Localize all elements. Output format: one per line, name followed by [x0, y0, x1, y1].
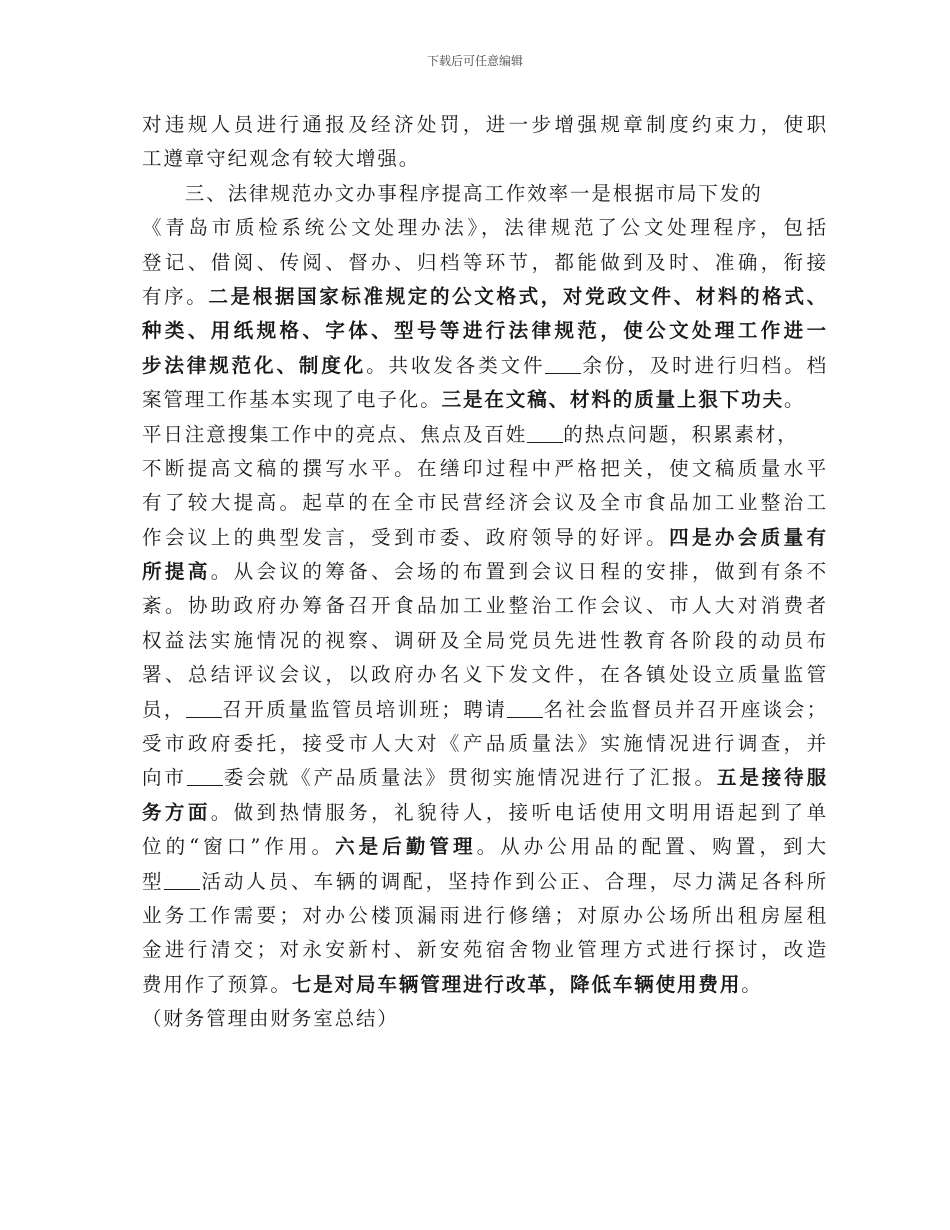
text-segment: 活动人员、车辆的调配，坚持作到公正、合理，尽力满足各科所	[200, 869, 828, 893]
text-line	[142, 108, 828, 142]
text-segment: 位的“窗口”作用。	[142, 835, 336, 859]
bold-text-segment: 四是办会质量有	[669, 525, 828, 549]
bold-text-segment: 七是对局车辆管理进行改革，降低车辆使用费用	[291, 972, 742, 996]
bold-text-segment: 务方面	[142, 800, 211, 824]
text-line	[142, 142, 828, 176]
text-segment: 。	[784, 388, 806, 412]
fill-in-blank	[527, 424, 563, 443]
text-line	[142, 280, 828, 314]
text-segment: 作会议上的典型发言，受到市委、政府领导的好评。	[142, 525, 670, 549]
text-line	[142, 865, 828, 899]
fill-in-blank	[186, 699, 222, 718]
text-line	[142, 177, 828, 211]
text-line	[142, 693, 828, 727]
text-line	[142, 418, 828, 452]
text-segment: 金进行清交；对永安新村、新安苑宿舍物业管理方式进行探讨，改造	[142, 938, 828, 962]
text-line	[142, 830, 828, 864]
text-segment: 向市	[142, 766, 187, 790]
bold-text-segment: 所提高	[142, 560, 211, 584]
text-segment: 业务工作需要；对办公楼顶漏雨进行修缮；对原办公场所出租房屋租	[142, 903, 828, 927]
text-line	[142, 589, 828, 623]
text-segment: 余份，及时进行归档。档	[581, 353, 828, 377]
text-segment: 型	[142, 869, 165, 893]
text-segment: 费用作了预算。	[142, 972, 292, 996]
bold-text-segment: 二是根据国家标准规定的公文格式，对党政文件、材料的格式、	[208, 284, 829, 308]
text-segment: （财务管理由财务室总结）	[142, 1007, 399, 1031]
text-segment: 有序。	[142, 284, 209, 308]
text-segment: 受市政府委托，接受市人大对《产品质量法》实施情况进行调查，并	[142, 732, 828, 756]
text-segment: 。从办公用品的配置、购置，到大	[476, 835, 828, 859]
bold-text-segment: 六是后勤管理	[335, 835, 477, 859]
text-line	[142, 968, 828, 1002]
text-segment: 名社会监督员并召开座谈会；	[543, 697, 828, 721]
text-line	[142, 246, 828, 280]
bold-text-segment: 三是在文稿、材料的质量上狠下功夫	[441, 388, 785, 412]
fill-in-blank	[164, 871, 200, 890]
text-segment: 署、总结评议会议，以政府办名义下发文件，在各镇处设立质量监管	[142, 663, 828, 687]
text-line	[142, 486, 828, 520]
text-segment: 的热点问题，积累素材，	[563, 422, 799, 446]
bold-text-segment: 五是接待服	[716, 766, 828, 790]
text-segment: 。从会议的筹备、会场的布置到会议日程的安排，做到有条不	[210, 560, 829, 584]
text-segment: 召开质量监管员培训班；聘请	[221, 697, 508, 721]
bold-text-segment: 种类、用纸规格、字体、型号等进行法律规范，使公文处理工作进一	[142, 319, 828, 343]
text-line	[142, 521, 828, 555]
text-segment: 案管理工作基本实现了电子化。	[142, 388, 442, 412]
text-line	[142, 796, 828, 830]
text-segment: 三、法律规范办文办事程序提高工作效率一是根据市局下发的	[142, 181, 763, 205]
text-segment: 登记、借阅、传阅、督办、归档等环节，都能做到及时、准确，衔接	[142, 250, 828, 274]
text-segment: 平日注意搜集工作中的亮点、焦点及百姓	[142, 422, 528, 446]
text-line	[142, 761, 828, 795]
page-header: 下载后可任意编辑	[426, 54, 523, 68]
text-line	[142, 899, 828, 933]
text-segment: 工遵章守纪观念有较大增强。	[142, 147, 421, 171]
text-segment: 权益法实施情况的视察、调研及全局党员先进性教育各阶段的动员布	[142, 628, 828, 652]
fill-in-blank	[507, 699, 543, 718]
text-line	[142, 211, 828, 245]
text-segment: 有了较大提高。起草的在全市民营经济会议及全市食品加工业整治工	[142, 491, 828, 515]
text-line	[142, 452, 828, 486]
text-segment: 员，	[142, 697, 186, 721]
text-segment: 。	[741, 972, 763, 996]
text-segment: 。共收发各类文件	[366, 353, 546, 377]
text-line	[142, 349, 828, 383]
text-line	[142, 314, 828, 348]
text-line	[142, 624, 828, 658]
document-body	[142, 108, 828, 1037]
text-line	[142, 555, 828, 589]
fill-in-blank	[545, 355, 581, 374]
text-line	[142, 658, 828, 692]
text-segment: 对违规人员进行通报及经济处罚，进一步增强规章制度约束力，使职	[142, 113, 828, 136]
text-line	[142, 383, 828, 417]
text-segment: 《青岛市质检系统公文处理办法》，法律规范了公文处理程序，包括	[142, 216, 828, 240]
text-segment: 。做到热情服务，礼貌待人，接听电话使用文明用语起到了单	[210, 800, 829, 824]
text-segment: 不断提高文稿的撰写水平。在缮印过程中严格把关，使文稿质量水平	[142, 456, 828, 480]
fill-in-blank	[187, 767, 223, 786]
text-line	[142, 1002, 828, 1036]
text-line	[142, 933, 828, 967]
text-line	[142, 727, 828, 761]
text-segment: 紊。协助政府办筹备召开食品加工业整治工作会议、市人大对消费者	[142, 594, 828, 618]
text-segment: 委会就《产品质量法》贯彻实施情况进行了汇报。	[222, 766, 717, 790]
bold-text-segment: 步法律规范化、制度化	[142, 353, 367, 377]
